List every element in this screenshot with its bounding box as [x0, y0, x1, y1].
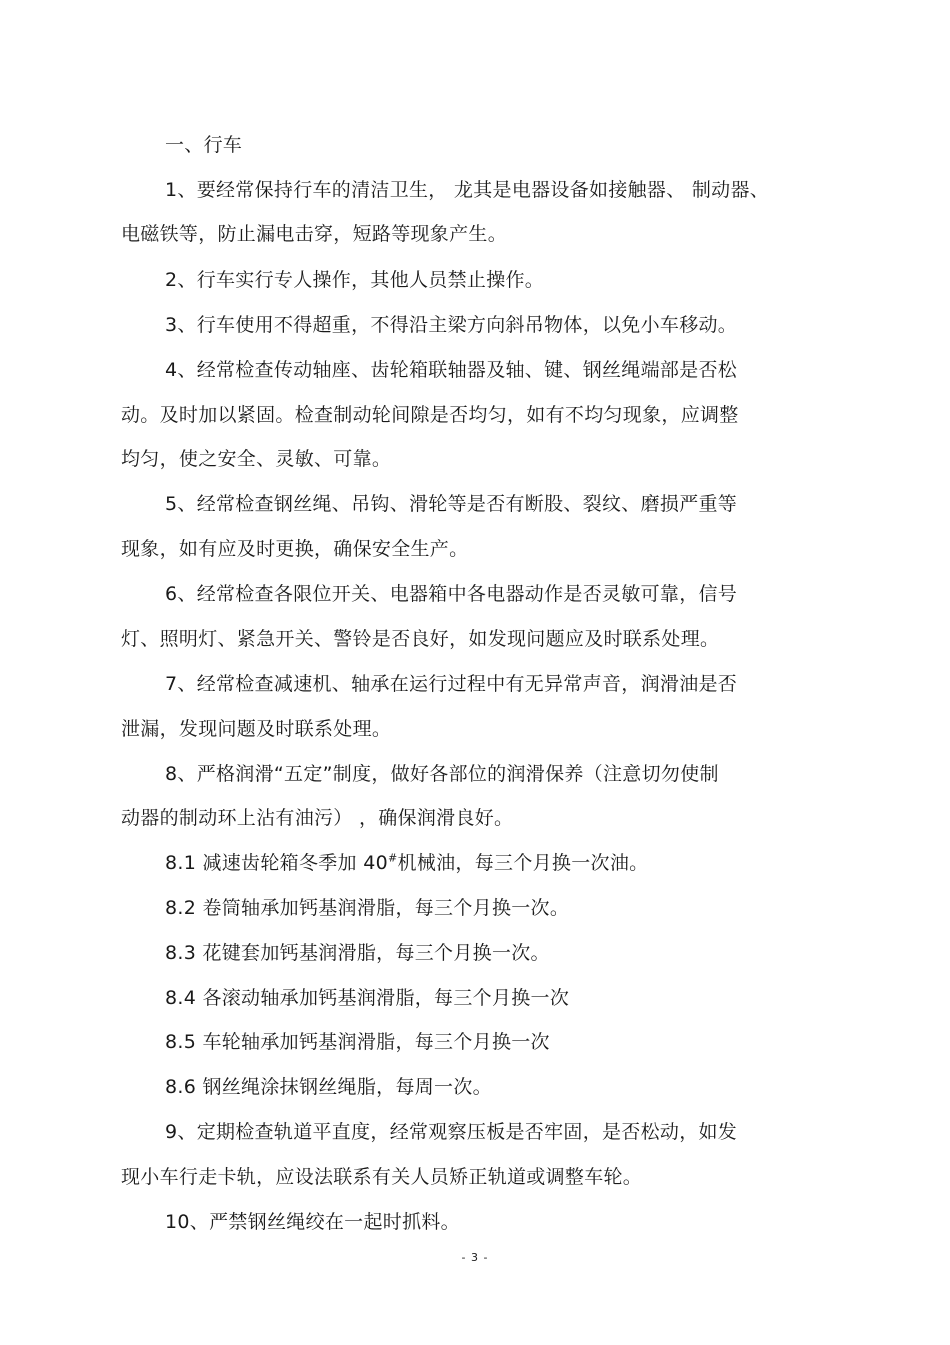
paragraph-line: 现小车行走卡轨，应设法联系有关人员矫正轨道或调整车轮。 [121, 1166, 643, 1188]
paragraph-line: 5、经常检查钢丝绳、吊钩、滑轮等是否有断股、裂纹、磨损严重等 [165, 493, 738, 515]
paragraph-line: 4、经常检查传动轴座、齿轮箱联轴器及轴、键、钢丝绳端部是否松 [165, 359, 738, 381]
sub-item: 8.4 各滚动轴承加钙基润滑脂，每三个月换一次 [165, 987, 570, 1009]
sub-item: 8.6 钢丝绳涂抹钢丝绳脂，每周一次。 [165, 1076, 492, 1098]
section-heading: 一、行车 [165, 134, 243, 156]
paragraph-line: 动器的制动环上沾有油污） ，确保润滑良好。 [121, 807, 514, 829]
paragraph-line: 6、经常检查各限位开关、电器箱中各电器动作是否灵敏可靠，信号 [165, 583, 738, 605]
sub-item-8-1-prefix: 8.1 减速齿轮箱冬季加 40 [165, 852, 388, 874]
paragraph-line: 8、严格润滑“五定”制度，做好各部位的润滑保养（注意切勿使制 [165, 763, 719, 785]
paragraph-line: 泄漏，发现问题及时联系处理。 [121, 718, 392, 740]
paragraph-line: 3、行车使用不得超重，不得沿主梁方向斜吊物体，以免小车移动。 [165, 314, 738, 336]
sub-item-8-1-sup: # [387, 851, 398, 865]
paragraph-line: 7、经常检查减速机、轴承在运行过程中有无异常声音，润滑油是否 [165, 673, 738, 695]
paragraph-line: 现象，如有应及时更换，确保安全生产。 [121, 538, 469, 560]
paragraph-line: 10、严禁钢丝绳绞在一起时抓料。 [165, 1211, 460, 1233]
paragraph-line: 电磁铁等，防止漏电击穿，短路等现象产生。 [121, 223, 508, 245]
page-number: - 3 - [461, 1251, 489, 1264]
paragraph-line: 灯、照明灯、紧急开关、警铃是否良好，如发现问题应及时联系处理。 [121, 628, 720, 650]
sub-item: 8.3 花键套加钙基润滑脂，每三个月换一次。 [165, 942, 550, 964]
sub-item-8-1-suffix: 机械油，每三个月换一次油。 [397, 852, 649, 874]
paragraph-line: 动。及时加以紧固。检查制动轮间隙是否均匀，如有不均匀现象，应调整 [121, 404, 739, 426]
paragraph-line: 1、要经常保持行车的清洁卫生， 龙其是电器设备如接触器、 制动器、 [165, 179, 770, 201]
paragraph-line: 9、定期检查轨道平直度，经常观察压板是否牢固，是否松动，如发 [165, 1121, 738, 1143]
sub-item-8-1 [165, 851, 648, 875]
paragraph-line: 2、行车实行专人操作，其他人员禁止操作。 [165, 269, 545, 291]
paragraph-line: 均匀，使之安全、灵敏、可靠。 [121, 448, 392, 470]
sub-item: 8.2 卷筒轴承加钙基润滑脂，每三个月换一次。 [165, 897, 570, 919]
sub-item: 8.5 车轮轴承加钙基润滑脂，每三个月换一次 [165, 1031, 550, 1053]
